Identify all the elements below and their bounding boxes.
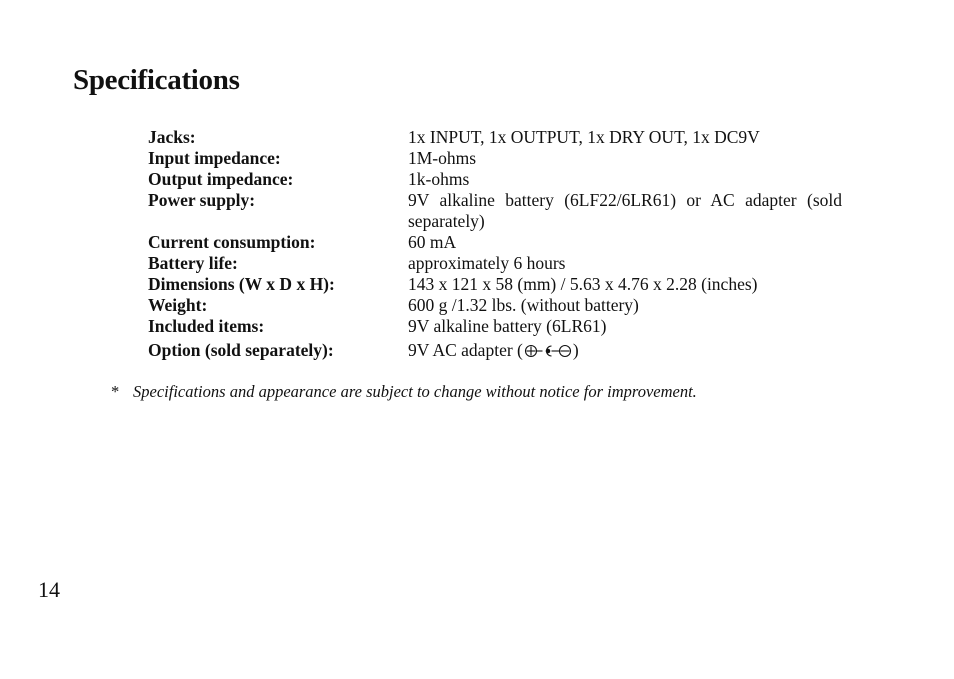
spec-value: 600 g /1.32 lbs. (without battery) xyxy=(408,295,639,315)
spec-row-input-impedance xyxy=(148,148,842,169)
spec-label: Input impedance: xyxy=(148,148,281,168)
spec-row-output-impedance xyxy=(148,169,842,190)
spec-value: 143 x 121 x 58 (mm) / 5.63 x 4.76 x 2.28 (inches) xyxy=(408,274,758,294)
spec-value-suffix: ) xyxy=(572,340,579,360)
spec-row-battery-life xyxy=(148,253,842,274)
spec-label: Power supply: xyxy=(148,190,256,210)
spec-value: 9V alkaline battery (6LR61) xyxy=(408,316,607,336)
spec-value xyxy=(408,340,842,363)
spec-value-prefix: 9V AC adapter ( xyxy=(408,340,523,360)
spec-value: 1x INPUT, 1x OUTPUT, 1x DRY OUT, 1x DC9V xyxy=(408,127,760,147)
footnote-text: Specifications and appearance are subject to change without notice for improvement. xyxy=(133,382,697,401)
spec-table xyxy=(148,127,842,363)
spec-label: Output impedance: xyxy=(148,169,294,189)
spec-label: Option (sold separately): xyxy=(148,340,334,360)
spec-row-jacks xyxy=(148,127,842,148)
spec-value: 9V alkaline battery (6LF22/6LR61) or AC adapter (sold separately) xyxy=(408,190,842,231)
spec-label: Battery life: xyxy=(148,253,238,273)
spec-label: Current consumption: xyxy=(148,232,316,252)
spec-label: Jacks: xyxy=(148,127,196,147)
spec-row-power-supply xyxy=(148,190,842,232)
spec-row-current-consumption xyxy=(148,232,842,253)
spec-label: Dimensions (W x D x H): xyxy=(148,274,335,294)
page-number: 14 xyxy=(38,577,60,602)
spec-label: Weight: xyxy=(148,295,208,315)
spec-row-option xyxy=(148,340,842,363)
page-title: Specifications xyxy=(73,64,240,96)
spec-row-included-items xyxy=(148,316,842,337)
dc-polarity-icon xyxy=(524,342,572,363)
spec-value: 60 mA xyxy=(408,232,457,252)
spec-row-weight xyxy=(148,295,842,316)
spec-value: approximately 6 hours xyxy=(408,253,566,273)
spec-value: 1k-ohms xyxy=(408,169,470,189)
footnote-mark: * xyxy=(111,382,120,401)
spec-label: Included items: xyxy=(148,316,265,336)
spec-value: 1M-ohms xyxy=(408,148,477,168)
spec-row-dimensions xyxy=(148,274,842,295)
footnote xyxy=(111,382,697,402)
